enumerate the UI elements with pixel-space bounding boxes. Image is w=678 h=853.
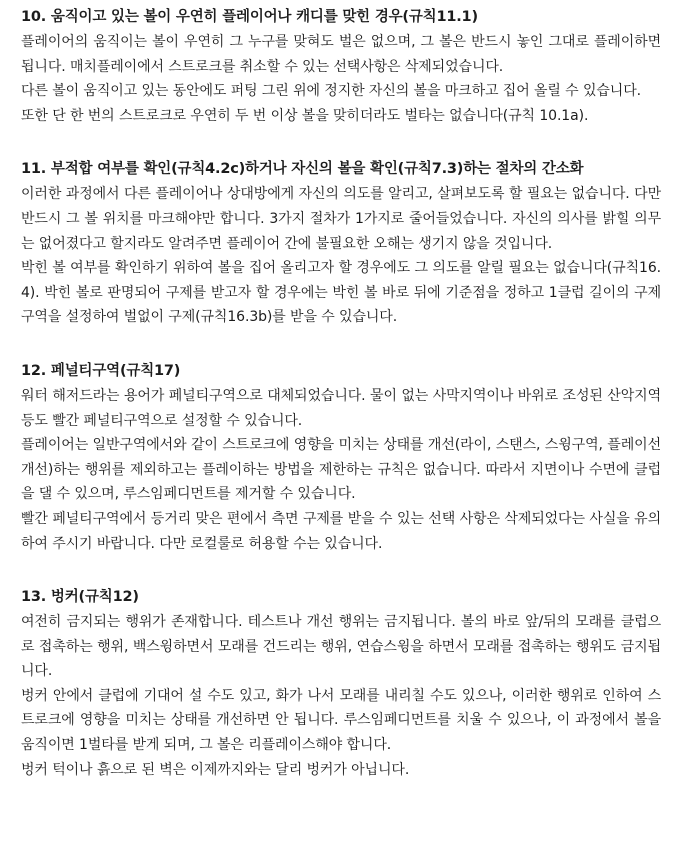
section-moving-ball-hits-player [21,4,661,128]
paragraph: 플레이어는 일반구역에서와 같이 스트로크에 영향을 미치는 상태를 개선(라이, 스탠스, 스윙구역, 플레이선 개선)하는 행위를 제외하고는 플레이하는 방법을 제한하는 규칙은 없습니다. 따라서 지면이나 수면에 클럽을 댈 수 있으며, 루스임페디먼트를 제거할 수 있습니다. [21,437,661,503]
document-page [21,4,661,782]
paragraph: 빨간 페널티구역에서 등거리 맞은 편에서 측면 구제를 받을 수 있는 선택 사항은 삭제되었다는 사실을 유의하여 주시기 바랍니다. 다만 로컬룰로 허용할 수는 있습니다. [21,510,661,552]
section-heading: 13. 벙커(규칙12) [21,589,139,606]
paragraph: 다른 볼이 움직이고 있는 동안에도 퍼팅 그린 위에 정지한 자신의 볼을 마크하고 집어 올릴 수 있습니다. [21,83,641,100]
section-bunker [21,584,661,782]
section-heading: 10. 움직이고 있는 볼이 우연히 플레이어나 캐디를 맞힌 경우(규칙11.1) [21,9,478,25]
section-heading: 11. 부적합 여부를 확인(규칙4.2c)하거나 자신의 볼을 확인(규칙7.3)하는 절차의 간소화 [21,161,584,178]
section-penalty-area [21,358,661,556]
section-ball-identification [21,156,661,330]
paragraph: 벙커 안에서 클럽에 기대어 설 수도 있고, 화가 나서 모래를 내리칠 수도 있으나, 이러한 행위로 인하여 스트로크에 영향을 미치는 상태를 개선하면 안 됩니다. 루스임페디먼트를 치울 수 있으나, 이 과정에서 볼을 움직이면 1벌타를 받게 되며, 그 볼은 리플레이스해야 합니다. [21,687,661,754]
paragraph: 여전히 금지되는 행위가 존재합니다. 테스트나 개선 행위는 금지됩니다. 볼의 바로 앞/뒤의 모래를 클럽으로 접촉하는 행위, 백스윙하면서 모래를 건드리는 행위, 연습스윙을 하면서 모래를 접촉하는 행위도 금지됩니다. [21,614,661,680]
paragraph: 플레이어의 움직이는 볼이 우연히 그 누구를 맞혀도 벌은 없으며, 그 볼은 반드시 놓인 그대로 플레이하면 됩니다. 매치플레이에서 스트로크를 취소할 수 있는 선택사항은 삭제되었습니다. [21,34,661,75]
paragraph: 또한 단 한 번의 스트로크로 우연히 두 번 이상 볼을 맞히더라도 벌타는 없습니다(규칙 10.1a). [21,107,589,124]
section-heading: 12. 페널티구역(규칙17) [21,362,181,379]
paragraph: 이러한 과정에서 다른 플레이어나 상대방에게 자신의 의도를 알리고, 살펴보도록 할 필요는 없습니다. 다만 반드시 그 볼 위치를 마크해야만 합니다. 3가지 절차가 1가지로 줄어들었습니다. 자신의 의사를 밝힐 의무는 없어졌다고 할지라도 알려주면 플레이어 간에 불필요한 오해는 생기지 않을 것입니다. [21,186,661,252]
paragraph: 벙커 턱이나 흙으로 된 벽은 이제까지와는 달리 벙커가 아닙니다. [21,761,410,778]
paragraph: 박힌 볼 여부를 확인하기 위하여 볼을 집어 올리고자 할 경우에도 그 의도를 알릴 필요는 없습니다(규칙16.4). 박힌 볼로 판명되어 구제를 받고자 할 경우에는 박힌 볼 바로 뒤에 기준점을 정하고 1클럽 길이의 구제구역을 설정하여 벌없이 구제(규칙16.3b)를 받을 수 있습니다. [21,260,661,326]
paragraph: 워터 해저드라는 용어가 페널티구역으로 대체되었습니다. 물이 없는 사막지역이나 바위로 조성된 산악지역 등도 빨간 페널티구역으로 설정할 수 있습니다. [21,387,661,429]
